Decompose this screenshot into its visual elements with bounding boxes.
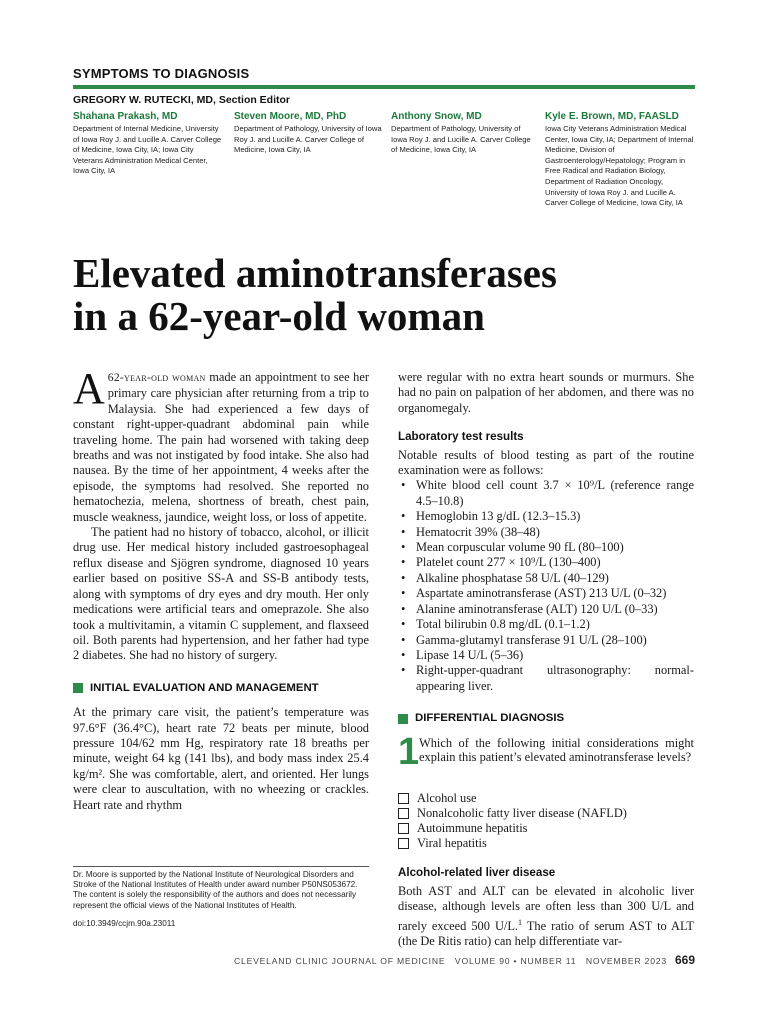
checkbox-icon: [398, 808, 409, 819]
footnote-rule: [73, 866, 369, 867]
author-name: Anthony Snow, MD: [391, 111, 482, 122]
list-item: • Right-upper-quadrant ultrasonography: normal-appearing liver.: [398, 663, 694, 694]
choice-item: [398, 836, 694, 851]
list-item: • White blood cell count 3.7 × 10⁹/L (reference range 4.5–10.8): [398, 478, 694, 509]
continued-paragraph: were regular with no extra heart sounds or murmurs. She had no pain on palpation of her abdomen, and there was no organomegaly.: [398, 370, 694, 415]
section-heading-label: INITIAL EVALUATION AND MANAGEMENT: [90, 681, 319, 694]
author-affiliation: Iowa City Veterans Administration Medical Center, Iowa City, IA; Department of Internal Medicine, Division of Gastroenterology/Hepatology; Program in Free Radical and Radiation Biology, Department of Radiation Oncology, University of Iowa Roy J. and Lucille A. Carver College of Medicine, Iowa City, IA: [545, 124, 694, 208]
lab-intro: Notable results of blood testing as part of the routine examination were as follows:: [398, 447, 694, 478]
choice-label: Autoimmune hepatitis: [417, 820, 528, 835]
list-item: • Gamma-glutamyl transferase 91 U/L (28–100): [398, 633, 694, 648]
question-text: Which of the following initial considerations might explain this patient’s elevated aminotransferase levels?: [419, 735, 694, 764]
green-square-icon: [73, 683, 83, 693]
list-item: • Total bilirubin 0.8 mg/dL (0.1–1.2): [398, 617, 694, 632]
list-item: • Aspartate aminotransferase (AST) 213 U/L (0–32): [398, 586, 694, 601]
page-number: 669: [674, 953, 695, 967]
journal-info: CLEVELAND CLINIC JOURNAL OF MEDICINE VOLUME 90 • NUMBER 11 NOVEMBER 2023: [234, 956, 667, 966]
section-heading-differential: [398, 711, 694, 726]
section-editor: GREGORY W. RUTECKI, MD, Section Editor: [73, 94, 291, 106]
reference-marker: 1: [518, 917, 523, 927]
list-item: • Alanine aminotransferase (ALT) 120 U/L (0–33): [398, 602, 694, 617]
intro-paragraph: [73, 364, 369, 525]
choice-item: [398, 821, 694, 836]
choice-label: Nonalcoholic fatty liver disease (NAFLD): [417, 805, 627, 820]
exam-paragraph: At the primary care visit, the patient’s temperature was 97.6°F (36.4°C), heart rate 72 beats per minute, blood pressure 104/62 mm Hg, respiratory rate 18 breaths per minute, weight 64 kg (141 lbs), and body mass index 25.4 kg/m². She was comfortable, alert, and oriented. Her lungs were clear to auscultation, with no wheezing or crackles. Heart rate and rhythm: [73, 705, 369, 812]
author-affiliation: Department of Internal Medicine, University of Iowa Roy J. and Lucille A. Carver College of Medicine, Iowa City, IA; Iowa City Veterans Administration Medical Center, Iowa City, IA: [73, 124, 222, 176]
author-name: Shahana Prakash, MD: [73, 111, 178, 122]
intro-small-caps: 62-year-old woman: [107, 372, 206, 384]
checkbox-icon: [398, 793, 409, 804]
author-block-1: [73, 111, 225, 177]
author-name: Steven Moore, MD, PhD: [234, 111, 347, 122]
intro-text: made an appointment to see her primary care physician after returning from a trip to Malaysia. She had experienced a few days of constant right-upper-quadrant abdominal pain while traveling home. The pain had worsened with taking deep breaths and was not instigated by food intake. She also had nausea. By the time of her appointment, 4 weeks after the episode, the symptoms had resolved. She reported no hematochezia, melena, shortness of breath, chest pain, muscle weakness, jaundice, weight loss, or loss of appetite.: [73, 370, 369, 524]
article-title: [73, 252, 673, 338]
alcohol-paragraph: [398, 884, 694, 950]
author-block-4: [545, 111, 697, 209]
checkbox-icon: [398, 823, 409, 834]
list-item: • Mean corpuscular volume 90 fL (80–100): [398, 540, 694, 555]
alcohol-heading: Alcohol-related liver disease: [398, 866, 556, 880]
title-line-1: Elevated aminotransferases: [73, 250, 557, 296]
lab-results-list: [398, 478, 694, 694]
list-item: • Hematocrit 39% (38–48): [398, 525, 694, 540]
choice-label: Viral hepatitis: [417, 836, 487, 851]
author-block-3: [391, 111, 537, 156]
author-block-2: [234, 111, 384, 156]
section-heading-label: DIFFERENTIAL DIAGNOSIS: [415, 712, 565, 725]
lab-results-heading: Laboratory test results: [398, 430, 524, 444]
section-heading-initial-evaluation: [73, 681, 369, 696]
drop-cap: A: [73, 364, 105, 413]
page-footer: [234, 953, 695, 967]
alcohol-text-a: Both AST and ALT can be elevated in alcoholic liver disease, although levels are often less than 300 U/L and rarely exceed 500 U/L.: [398, 883, 694, 933]
section-title: SYMPTOMS TO DIAGNOSIS: [73, 66, 250, 81]
list-item: • Hemoglobin 13 g/dL (12.3–15.3): [398, 509, 694, 524]
list-item: • Lipase 14 U/L (5–36): [398, 648, 694, 663]
checkbox-icon: [398, 838, 409, 849]
answer-choices: [398, 791, 694, 852]
choice-item: [398, 791, 694, 806]
doi-link[interactable]: doi:10.3949/ccjm.90a.23011: [73, 918, 176, 928]
funding-note: Dr. Moore is supported by the National Institute of Neurological Disorders and Stroke of the National Institutes of Health under award number P50NS053672. The content is solely the responsibility of the authors and does not necessarily represent the official views of the National Institutes of Health.: [73, 870, 358, 910]
author-affiliation: Department of Pathology, University of Iowa Roy J. and Lucille A. Carver College of Medicine, Iowa City, IA: [391, 124, 531, 155]
title-line-2: in a 62-year-old woman: [73, 293, 485, 339]
author-name: Kyle E. Brown, MD, FAASLD: [545, 111, 679, 122]
question-block: [398, 730, 694, 782]
right-column: [398, 370, 694, 950]
history-paragraph: The patient had no history of tobacco, alcohol, or illicit drug use. Her medical history included gastroesophageal reflux disease and Sjögren syndrome, diagnosed 10 years earlier based on positive SS-A and SS-B antibody tests, along with symptoms of dry eyes and dry mouth. Her only medications were artificial tears and omeprazole. She also took a multivitamin, a vitamin C supplement, and flaxseed oil. Both parents had hypertension, and her father had type 2 diabetes. She had no history of surgery.: [73, 525, 369, 663]
footnote: [73, 870, 369, 929]
green-square-icon: [398, 714, 408, 724]
section-rule: [73, 85, 695, 89]
alcohol-text-b: The ratio of serum AST to ALT (the De Ritis ratio) can help differentiate var-: [398, 918, 695, 949]
list-item: • Platelet count 277 × 10⁹/L (130–400): [398, 555, 694, 570]
list-item: • Alkaline phosphatase 58 U/L (40–129): [398, 571, 694, 586]
choice-item: [398, 806, 694, 821]
left-column: [73, 364, 369, 813]
choice-label: Alcohol use: [417, 790, 477, 805]
question-number: 1: [398, 730, 420, 773]
author-affiliation: Department of Pathology, University of Iowa Roy J. and Lucille A. Carver College of Medicine, Iowa City, IA: [234, 124, 382, 155]
